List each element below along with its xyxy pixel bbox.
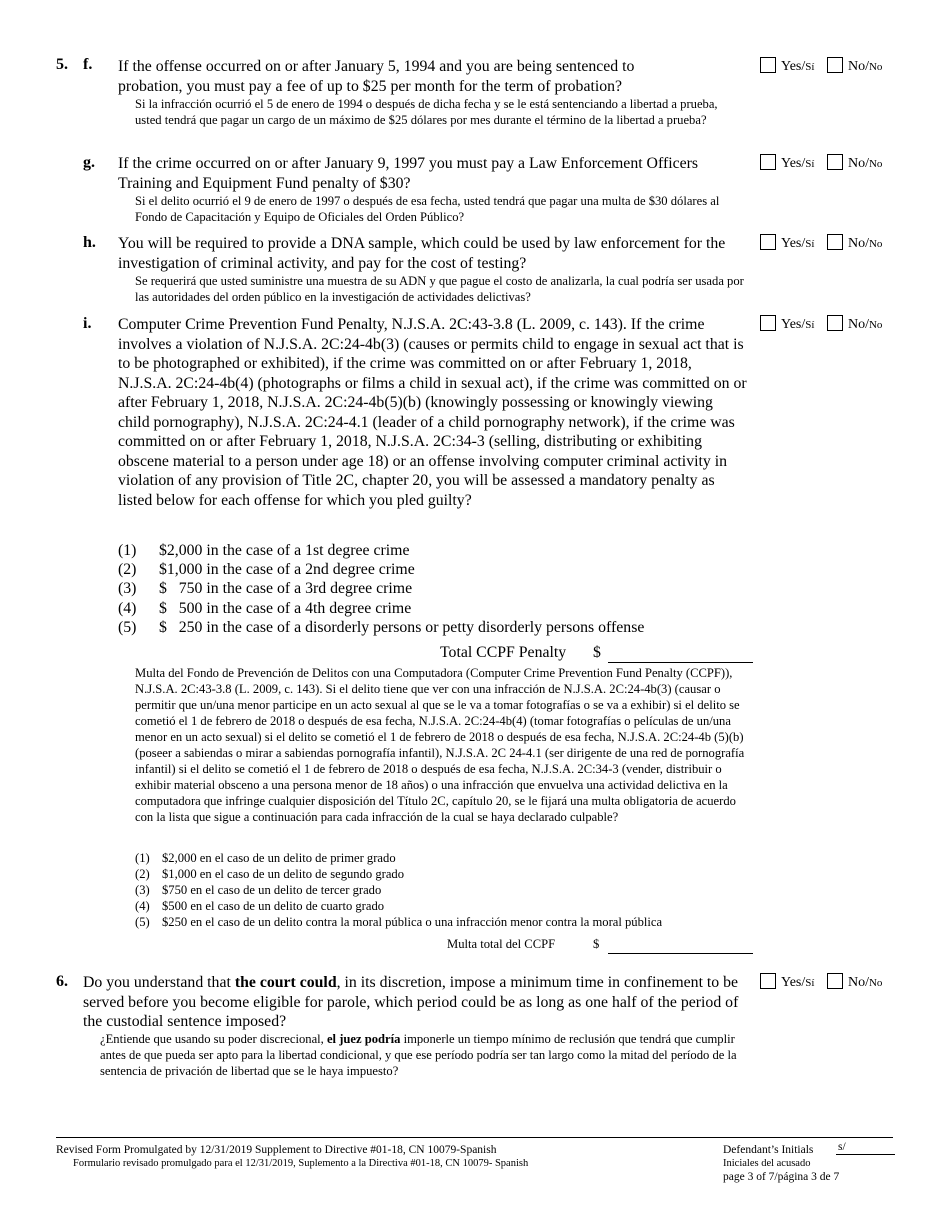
list-item-amount: $ 500 [159, 600, 203, 617]
list-item-amount: $1,000 [159, 561, 203, 578]
yes-label: Yes/ [781, 156, 806, 171]
question-6-text [83, 973, 743, 1032]
question-6-text-es-part: imponerle un tiempo mínimo de reclusión que tendrá que cumplir antes de que pueda ser apto para la libertad condicional, y que ese período podría ser tan largo como la mitad del período de la sentencia de privación de libertad que se le haya impuesto? [100, 1032, 737, 1078]
list-item-text: $750 en el caso de un delito de tercer grado [162, 883, 382, 897]
list-item-number: (3) [118, 580, 137, 597]
question-6-answer [760, 973, 882, 992]
list-item-number: (2) [118, 561, 137, 578]
question-6-text-bold: the court could [234, 974, 337, 991]
yes-label: Yes/ [781, 317, 806, 332]
question-5h-text-es: Se requerirá que usted suministre una muestra de su ADN y que pague el costo de analizarla, la cual podría ser usada por las autoridades del orden público en la investigación de actividades delictivas? [135, 274, 744, 304]
list-item [135, 898, 385, 914]
initials-label: Defendant’s Initials [723, 1144, 814, 1156]
list-item [118, 560, 415, 580]
question-6-text-part: Do you understand that [83, 974, 235, 991]
list-item [118, 541, 410, 561]
list-item-number: (4) [135, 899, 150, 913]
question-5g-text-es: Si el delito ocurrió el 9 de enero de 1997 o después de esa fecha, usted tendrá que pagar una multa de $30 dólares al Fondo de Capacitación y Equipo de Oficiales del Orden Público? [135, 194, 720, 224]
question-5h-text: You will be required to provide a DNA sample, which could be used by law enforcement for the investigation of criminal activity, and pay for the cost of testing? [118, 235, 726, 272]
no-label: No/ [847, 317, 869, 332]
question-5f-answer [760, 57, 882, 76]
list-item [135, 850, 396, 866]
no-label: No/ [847, 236, 869, 251]
page-number: page 3 of 7/página 3 de 7 [723, 1171, 840, 1183]
list-item-text: $250 en el caso de un delito contra la moral pública o una infracción menor contra la moral pública [162, 915, 663, 929]
list-item [118, 599, 412, 619]
question-6-text-es-bold: el juez podría [326, 1032, 401, 1046]
question-5h-answer [760, 234, 882, 253]
question-5f-letter: f. [83, 56, 93, 73]
list-item-number: (4) [118, 600, 137, 617]
no-label: No/ [847, 975, 869, 990]
question-5i-text-es: Multa del Fondo de Prevención de Delitos con una Computadora (Computer Crime Prevention Fund Penalty (CCPF)), N.J.S.A. 2C:43-3.8 (L. 2009, c. 143). Si el delito tiene que ver con una infracción de N.J.S.A. 2C:24-4b(3) (causar o permitir que un/una menor participe en un acto sexual al que se le va a tomar fotografías o se va a exhibir) si el delito se cometió el 1 de febrero de 2018 o después de esa fecha, N.J.S.A. 2C:24-4b(4) (tomar fotografías o películas de un/una menor en un acto sexual) si el delito se cometió el 1 de febrero de 2018 o después de esa fecha, N.J.S.A. 2C:24-4b (5)(b) (poseer a sabiendas o mirar a sabiendas pornografía infantil), N.J.S.A. 2C 24-4.1 (ser dirigente de una red de pornografía infantil) si el delito se cometió el 1 de febrero de 2018 o después de esa fecha, N.J.S.A. 2C:34-3 (vender, distribuir o exhibir material obsceno a una persona menor de 18 años) o una infracción que envuelva una actividad delictiva en la computadora que infringe cualquier disposición del Título 2C, capítulo 20, se le fijará una multa obligatoria de acuerdo con la lista que sigue a continuación para cada infracción de la cual se haya declarado culpable? [135, 666, 745, 824]
question-6-text-es [100, 1031, 750, 1079]
list-item-amount: $ 750 [159, 580, 203, 597]
list-item [118, 618, 645, 638]
yes-label-es: Sí [805, 61, 815, 73]
question-5f-text-es: Si la infracción ocurrió el 5 de enero de 1994 o después de dicha fecha y se le está sentenciando a libertad a prueba, usted tendrá que pagar un cargo de un máximo de $25 dólares por mes durante el término de la libertad a prueba? [135, 97, 718, 127]
question-6-number: 6. [56, 973, 68, 990]
question-5i-answer [760, 315, 882, 334]
footer-form-info: Revised Form Promulgated by 12/31/2019 Supplement to Directive #01-18, CN 10079-Spanish [56, 1144, 497, 1156]
question-5g-text: If the crime occurred on or after January 9, 1997 you must pay a Law Enforcement Officers Training and Equipment Fund penalty of $30? [118, 155, 699, 192]
no-label-es: No [868, 319, 883, 331]
no-label: No/ [847, 156, 869, 171]
no-checkbox[interactable] [827, 234, 843, 250]
list-item-text: in the case of a 2nd degree crime [206, 561, 415, 578]
yes-checkbox[interactable] [760, 57, 776, 73]
question-5h-letter: h. [83, 234, 96, 251]
list-item [118, 579, 413, 599]
list-item-text: in the case of a 4th degree crime [206, 600, 412, 617]
list-item-amount: $2,000 [159, 542, 203, 559]
list-item [135, 882, 382, 898]
list-item-text: $2,000 en el caso de un delito de primer grado [162, 851, 396, 865]
no-label-es: No [868, 158, 883, 170]
list-item-text: in the case of a 1st degree crime [206, 542, 410, 559]
no-label-es: No [868, 61, 883, 73]
total-ccpf-label: Total CCPF Penalty [440, 644, 567, 661]
yes-checkbox[interactable] [760, 154, 776, 170]
list-item-number: (3) [135, 883, 150, 897]
question-5i-letter: i. [83, 315, 92, 332]
question-6-text-part: , in its discretion, impose a minimum time in confinement to be served before you become eligible for parole, which period could be as long as one half of the period of the custodial sentence imposed? [83, 974, 739, 1030]
list-item-number: (5) [118, 619, 137, 636]
footer-form-info-es: Formulario revisado promulgado para el 12/31/2019, Suplemento a la Directiva #01-18, CN 10079- Spanish [73, 1158, 529, 1169]
initials-label-es: Iniciales del acusado [723, 1158, 811, 1169]
no-checkbox[interactable] [827, 57, 843, 73]
yes-label: Yes/ [781, 236, 806, 251]
total-ccpf-dollar: $ [593, 644, 601, 661]
yes-checkbox[interactable] [760, 973, 776, 989]
question-6-text-es-part: ¿Entiende que usando su poder discrecional, [100, 1032, 327, 1046]
yes-checkbox[interactable] [760, 315, 776, 331]
total-ccpf-label-es: Multa total del CCPF [447, 937, 556, 951]
yes-label-es: Sí [805, 319, 815, 331]
list-item-amount: $ 250 [159, 619, 203, 636]
initials-input[interactable]: s/ [836, 1140, 895, 1155]
no-label-es: No [868, 977, 883, 989]
yes-label-es: Sí [805, 158, 815, 170]
footer-divider [56, 1137, 893, 1138]
no-checkbox[interactable] [827, 973, 843, 989]
list-item-text: in the case of a disorderly persons or petty disorderly persons offense [206, 619, 645, 636]
total-ccpf-dollar-es: $ [593, 937, 600, 951]
list-item-text: $500 en el caso de un delito de cuarto grado [162, 899, 385, 913]
yes-label-es: Sí [805, 977, 815, 989]
no-label: No/ [847, 59, 869, 74]
question-5f-text: If the offense occurred on or after January 5, 1994 and you are being sentenced to probation, you must pay a fee of up to $25 per month for the term of probation? [118, 58, 635, 95]
list-item-number: (1) [118, 542, 137, 559]
yes-checkbox[interactable] [760, 234, 776, 250]
yes-label: Yes/ [781, 59, 806, 74]
question-5g-letter: g. [83, 154, 95, 171]
yes-label: Yes/ [781, 975, 806, 990]
list-item-number: (5) [135, 915, 150, 929]
list-item-number: (2) [135, 867, 150, 881]
list-item-text: $1,000 en el caso de un delito de segundo grado [162, 867, 405, 881]
list-item [135, 866, 405, 882]
no-checkbox[interactable] [827, 154, 843, 170]
yes-label-es: Sí [805, 238, 815, 250]
question-5g-answer [760, 154, 882, 173]
question-5i-text: Computer Crime Prevention Fund Penalty, N.J.S.A. 2C:43-3.8 (L. 2009, c. 143). If the crime involves a violation of N.J.S.A. 2C:24-4b(3) (causes or permits child to engage in sexual act that is to be photographed or exhibited), if the crime was committed on or after February 1, 2018, N.J.S.A. 2C:24-4b(4) (photographs or films a child in sexual act), if the crime was committed on or after February 1, 2018, N.J.S.A. 2C:24-4b(5)(b) (knowingly possessing or knowingly viewing child pornography), N.J.S.A. 2C:24-4.1 (leader of a child pornography network), if the crime was committed on or after February 1, 2018, N.J.S.A. 2C:34-3 (selling, distributing or exhibiting obscene material to a person under age 18) or an offense involving computer criminal activity in violation of any provision of Title 2C, chapter 20, you will be assessed a mandatory penalty as listed below for each offense for which you pled guilty? [118, 316, 747, 509]
total-ccpf-input-es[interactable] [608, 937, 753, 954]
total-ccpf-input[interactable] [608, 644, 753, 663]
list-item [135, 914, 663, 930]
question-5-number: 5. [56, 56, 68, 73]
list-item-text: in the case of a 3rd degree crime [206, 580, 413, 597]
no-label-es: No [868, 238, 883, 250]
list-item-number: (1) [135, 851, 150, 865]
no-checkbox[interactable] [827, 315, 843, 331]
